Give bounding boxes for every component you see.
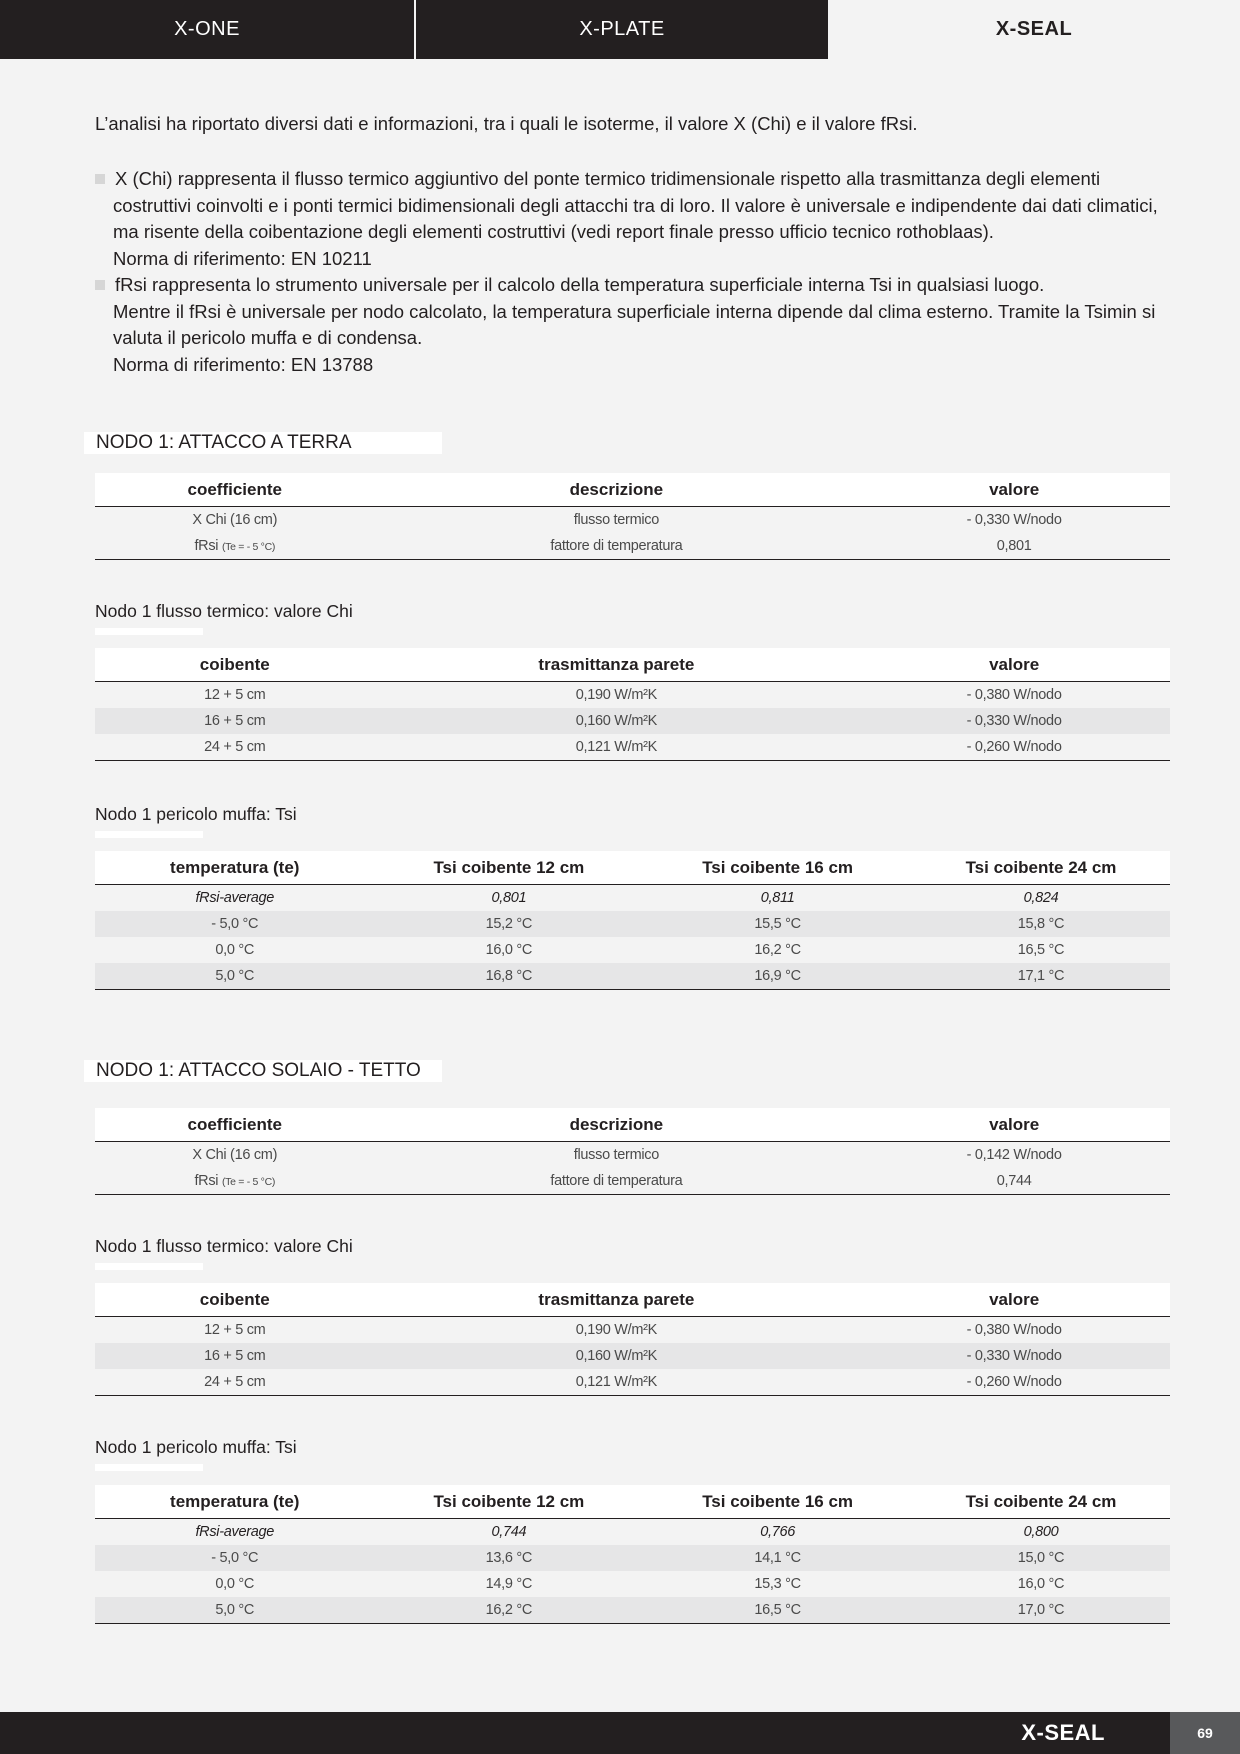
page-footer — [0, 1712, 1240, 1754]
section-title: NODO 1: ATTACCO SOLAIO - TETTO — [84, 1060, 442, 1082]
coefficient-name: fRsi — [194, 1173, 219, 1189]
intro-text-block — [95, 111, 1175, 138]
coefficient-table — [95, 473, 1170, 560]
coefficient-name-cell — [95, 533, 375, 560]
column-header: valore — [858, 1283, 1170, 1317]
column-header: valore — [858, 473, 1170, 507]
table-row — [95, 885, 1170, 912]
table-cell: 15,0 °C — [912, 1545, 1170, 1571]
subtitle-underline — [95, 1263, 203, 1270]
table-cell: - 5,0 °C — [95, 1545, 375, 1571]
table-cell: 15,2 °C — [375, 911, 644, 937]
table-row — [95, 1317, 1170, 1344]
tab-x-seal[interactable]: X-SEAL — [828, 0, 1240, 59]
table-cell: 0,801 — [491, 890, 527, 906]
footer-product-name: X-SEAL — [1021, 1720, 1105, 1745]
table-cell: 24 + 5 cm — [95, 734, 375, 761]
column-header: Tsi coibente 12 cm — [375, 851, 644, 885]
column-header: coefficiente — [95, 473, 375, 507]
table-cell: 12 + 5 cm — [204, 687, 266, 703]
column-header: Tsi coibente 12 cm — [375, 1485, 644, 1519]
bullet-line: valuta il pericolo muffa e di condensa. — [113, 327, 423, 348]
table-cell: 0,0 °C — [215, 942, 255, 958]
bullet-chi — [95, 166, 1175, 272]
coefficient-description: fattore di temperatura — [375, 533, 859, 560]
table-cell: 13,6 °C — [375, 1545, 644, 1571]
table-row — [95, 1168, 1170, 1195]
table-cell: 0,824 — [1023, 890, 1059, 906]
table-cell: 15,3 °C — [754, 1576, 801, 1592]
coefficient-value: 0,744 — [858, 1168, 1170, 1195]
table-cell: - 0,380 W/nodo — [966, 687, 1062, 703]
column-header: valore — [858, 648, 1170, 682]
column-header: descrizione — [375, 1108, 859, 1142]
coefficient-condition: (Te = - 5 °C) — [221, 541, 276, 553]
table-header-row — [95, 1485, 1170, 1519]
table-cell: 24 + 5 cm — [95, 1369, 375, 1396]
tsi-table — [95, 851, 1170, 990]
table-cell: 5,0 °C — [95, 1597, 375, 1624]
column-header: trasmittanza parete — [375, 1283, 859, 1317]
table-cell: 16,0 °C — [1017, 1576, 1065, 1592]
tsi-subtitle: Nodo 1 pericolo muffa: Tsi — [95, 1437, 297, 1457]
table-cell: 16,9 °C — [643, 963, 912, 990]
coefficient-name-cell — [95, 1168, 375, 1195]
coefficient-name: X Chi (16 cm) — [192, 512, 278, 528]
table-cell: - 0,260 W/nodo — [858, 1369, 1170, 1396]
table-cell: - 0,380 W/nodo — [966, 1322, 1062, 1338]
table-cell: 15,8 °C — [912, 911, 1170, 937]
table-row — [95, 937, 1170, 963]
bullet-frsi — [95, 272, 1175, 378]
bullet-line: X (Chi) rappresenta il flusso termico aggiuntivo del ponte termico tridimensionale rispetto alla trasmittanza degli elementi — [115, 168, 1101, 189]
coefficient-value: 0,801 — [858, 533, 1170, 560]
coefficient-description: flusso termico — [573, 1147, 659, 1163]
table-cell: 5,0 °C — [95, 963, 375, 990]
bullet-norm: Norma di riferimento: EN 10211 — [113, 247, 372, 269]
table-row — [95, 708, 1170, 734]
table-row — [95, 533, 1170, 560]
table-cell: 0,800 — [1023, 1524, 1059, 1540]
product-tabs — [0, 0, 1240, 59]
bullet-square-icon — [95, 280, 105, 290]
table-cell: 16,0 °C — [485, 942, 533, 958]
table-row — [95, 1545, 1170, 1571]
table-header-row — [95, 1108, 1170, 1142]
table-row — [95, 1519, 1170, 1546]
tsi-table — [95, 1485, 1170, 1624]
tab-x-one[interactable]: X-ONE — [0, 0, 414, 59]
bullet-line: Mentre il fRsi è universale per nodo calcolato, la temperatura superficiale interna dipende dal clima esterno. Tramite la Tsimin si — [113, 300, 1156, 322]
table-cell: 12 + 5 cm — [204, 1322, 266, 1338]
table-header-row — [95, 851, 1170, 885]
coefficient-value: - 0,330 W/nodo — [966, 512, 1062, 528]
tab-x-plate[interactable]: X-PLATE — [414, 0, 828, 59]
definition-list — [95, 166, 1175, 378]
table-cell: 0,190 W/m²K — [575, 1322, 658, 1338]
table-cell: 0,0 °C — [215, 1576, 255, 1592]
table-cell: 0,744 — [491, 1524, 527, 1540]
subtitle-underline — [95, 628, 203, 635]
table-row — [95, 1369, 1170, 1396]
table-cell: - 0,330 W/nodo — [858, 708, 1170, 734]
table-header-row — [95, 648, 1170, 682]
column-header: Tsi coibente 16 cm — [643, 851, 912, 885]
coefficient-description: flusso termico — [573, 512, 659, 528]
bullet-line: ma risente della coibentazione degli elementi costruttivi (vedi report finale presso ufficio tecnico rothoblaas). — [113, 221, 994, 242]
column-header: coibente — [95, 648, 375, 682]
column-header: Tsi coibente 24 cm — [912, 1485, 1170, 1519]
table-cell: 14,1 °C — [643, 1545, 912, 1571]
table-cell: 0,121 W/m²K — [375, 1369, 859, 1396]
chi-subtitle: Nodo 1 flusso termico: valore Chi — [95, 601, 353, 621]
column-header: Tsi coibente 16 cm — [643, 1485, 912, 1519]
table-cell: 0,811 — [760, 890, 795, 906]
chi-subtitle: Nodo 1 flusso termico: valore Chi — [95, 1236, 353, 1256]
column-header: Tsi coibente 24 cm — [912, 851, 1170, 885]
chi-table — [95, 1283, 1170, 1396]
table-cell: 0,160 W/m²K — [375, 1343, 859, 1369]
coefficient-description: fattore di temperatura — [375, 1168, 859, 1195]
table-cell: fRsi-average — [195, 1524, 275, 1540]
table-cell: 0,160 W/m²K — [375, 708, 859, 734]
table-cell: - 0,330 W/nodo — [858, 1343, 1170, 1369]
coefficient-table — [95, 1108, 1170, 1195]
table-header-row — [95, 1283, 1170, 1317]
table-cell: 0,121 W/m²K — [375, 734, 859, 761]
table-row — [95, 734, 1170, 761]
table-cell: 16 + 5 cm — [95, 708, 375, 734]
table-row — [95, 682, 1170, 709]
table-cell: fRsi-average — [195, 890, 275, 906]
column-header: temperatura (te) — [95, 1485, 375, 1519]
table-cell: 16,2 °C — [375, 1597, 644, 1624]
table-cell: 16,8 °C — [375, 963, 644, 990]
subtitle-underline — [95, 831, 203, 838]
table-cell: - 0,260 W/nodo — [858, 734, 1170, 761]
page-number: 69 — [1170, 1712, 1240, 1754]
table-row — [95, 911, 1170, 937]
column-header: coefficiente — [95, 1108, 375, 1142]
table-cell: 0,766 — [760, 1524, 796, 1540]
column-header: temperatura (te) — [95, 851, 375, 885]
table-row — [95, 963, 1170, 990]
intro-paragraph: L’analisi ha riportato diversi dati e informazioni, tra i quali le isoterme, il valore X (Chi) e il valore fRsi. — [95, 113, 918, 134]
section-title: NODO 1: ATTACCO A TERRA — [84, 432, 442, 454]
tsi-subtitle: Nodo 1 pericolo muffa: Tsi — [95, 804, 297, 824]
bullet-norm: Norma di riferimento: EN 13788 — [113, 353, 374, 375]
table-cell: 0,190 W/m²K — [575, 687, 658, 703]
coefficient-value: - 0,142 W/nodo — [966, 1147, 1062, 1163]
table-row — [95, 1597, 1170, 1624]
table-row — [95, 1571, 1170, 1597]
bullet-line: costruttivi coinvolti e i ponti termici bidimensionali degli attacchi tra di loro. Il valore è universale e indipendente dai dati climatici, — [113, 194, 1158, 216]
table-row — [95, 1142, 1170, 1169]
table-row — [95, 1343, 1170, 1369]
table-cell: 17,0 °C — [912, 1597, 1170, 1624]
table-cell: 16,5 °C — [643, 1597, 912, 1624]
column-header: trasmittanza parete — [375, 648, 859, 682]
coefficient-condition: (Te = - 5 °C) — [221, 1176, 276, 1188]
table-header-row — [95, 473, 1170, 507]
coefficient-name: X Chi (16 cm) — [192, 1147, 278, 1163]
bullet-line: fRsi rappresenta lo strumento universale per il calcolo della temperatura superficiale interna Tsi in qualsiasi luogo. — [115, 274, 1045, 295]
table-cell: 16,5 °C — [1017, 942, 1065, 958]
table-cell: - 5,0 °C — [95, 911, 375, 937]
chi-table — [95, 648, 1170, 761]
table-row — [95, 507, 1170, 534]
table-cell: 15,5 °C — [643, 911, 912, 937]
subtitle-underline — [95, 1464, 203, 1471]
column-header: valore — [858, 1108, 1170, 1142]
table-cell: 16,2 °C — [754, 942, 801, 958]
bullet-square-icon — [95, 174, 105, 184]
table-cell: 16 + 5 cm — [95, 1343, 375, 1369]
table-cell: 14,9 °C — [485, 1576, 533, 1592]
coefficient-name: fRsi — [194, 538, 219, 554]
column-header: descrizione — [375, 473, 859, 507]
column-header: coibente — [95, 1283, 375, 1317]
table-cell: 17,1 °C — [912, 963, 1170, 990]
